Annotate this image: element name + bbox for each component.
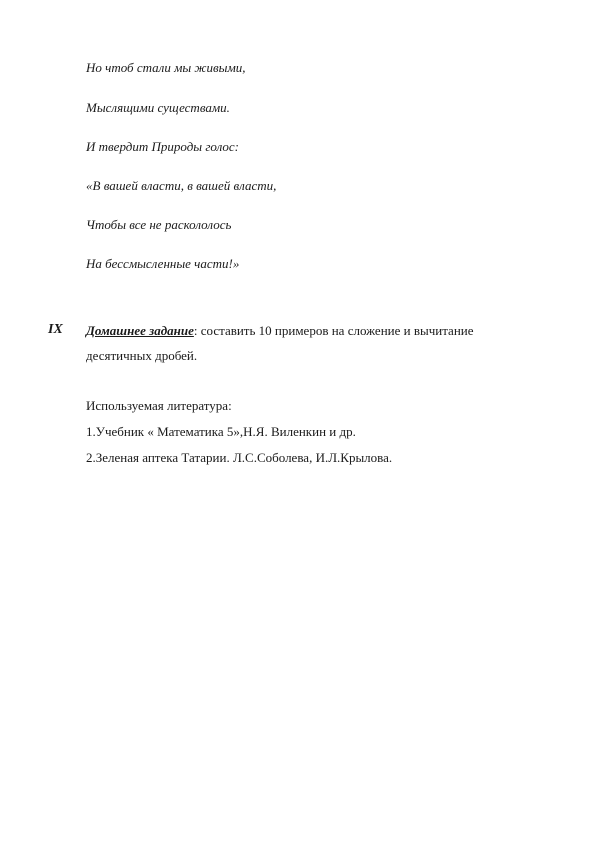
poem-line-3: И твердит Природы голос: [86,139,240,154]
homework-title: Домашнее задание [86,323,194,338]
poem-line-4: «В вашей власти, в вашей власти, [86,178,277,193]
poem-line-5: Чтобы все не раскололось [86,217,232,232]
homework-text-1: : составить 10 примеров на сложение и вычитание [193,323,474,338]
poem-line-2: Мыслящими существами. [86,100,230,115]
poem-line-1: Но чтоб стали мы живыми, [86,60,246,75]
literature-heading: Используемая литература: [86,398,232,413]
poem-line-6: На бессмысленные части!» [86,256,240,271]
section-number: IX [48,322,63,337]
literature-item-2: 2.Зеленая аптека Татарии. Л.С.Соболева, И.Л.Крылова. [86,450,393,465]
homework-line-2: десятичных дробей. [86,348,198,363]
literature-item-1: 1.Учебник « Математика 5»,Н.Я. Виленкин и др. [86,424,356,439]
homework-line-1 [86,323,474,339]
